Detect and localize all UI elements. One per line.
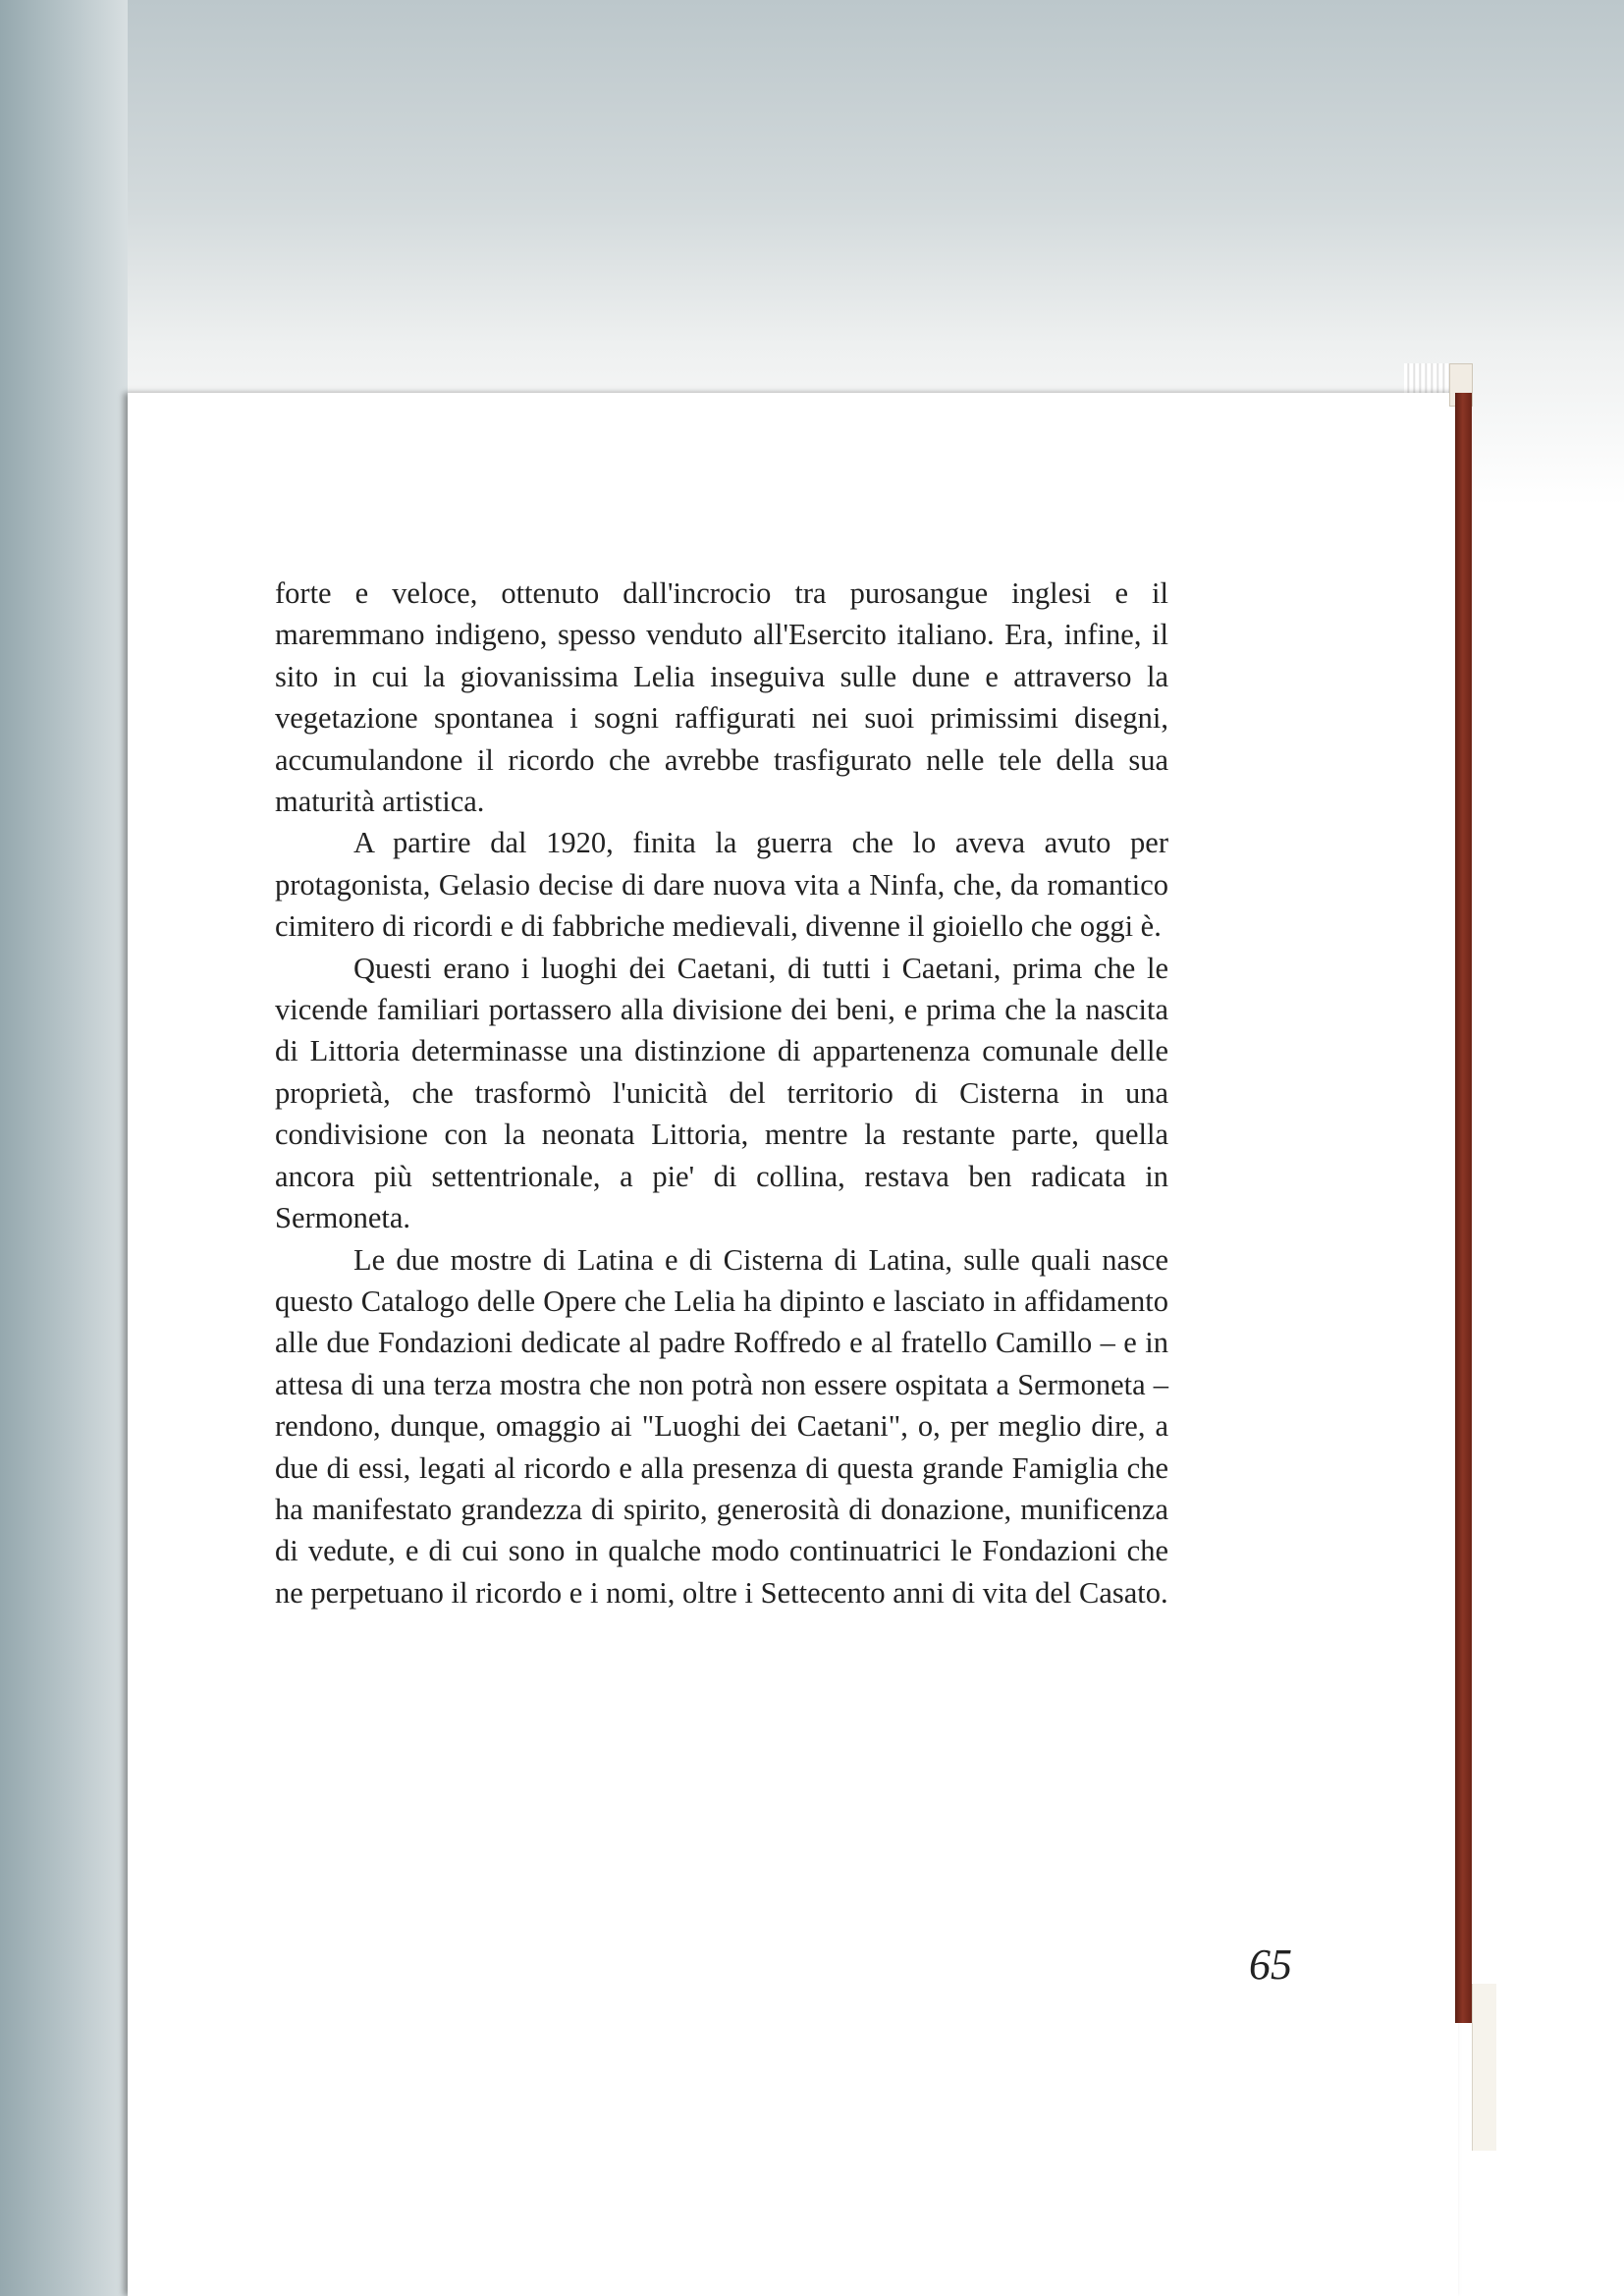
book-spine-left (0, 0, 128, 2296)
ribbon-tip-bottom (1472, 1984, 1496, 2151)
body-text (275, 573, 1168, 1613)
paragraph-3: Questi erano i luoghi dei Caetani, di tutti i Caetani, prima che le vicende familiari portassero alla divisione dei beni, e prima che la nascita di Littoria determinasse una distinzione di appartenenza comunale delle proprietà, che trasformò l'unicità del territorio di Cisterna in una condivisione con la neonata Littoria, mentre la restante parte, quella ancora più settentrionale, a pie' di collina, restava ben radicata in Sermoneta. (275, 951, 1168, 1235)
page-number: 65 (1249, 1941, 1292, 1989)
paragraph-4: Le due mostre di Latina e di Cisterna di Latina, sulle quali nasce questo Catalogo delle Opere che Lelia ha dipinto e lasciato in affidamento alle due Fondazioni dedicate al padre Roffredo e al fratello Camillo – e in attesa di una terza mostra che non potrà non essere ospitata a Sermoneta – rendono, dunque, omaggio ai "Luoghi dei Caetani", o, per meglio dire, a due di essi, legati al ricordo e alla presenza di questa grande Famiglia che ha manifestato grandezza di spirito, generosità di donazione, munificenza di vedute, e di cui sono in qualche modo continuatrici le Fondazioni che ne perpetuano il ricordo e i nomi, oltre i Settecento anni di vita del Casato. (275, 1242, 1168, 1610)
paragraph-2: A partire dal 1920, finita la guerra che lo aveva avuto per protagonista, Gelasio decise di dare nuova vita a Ninfa, che, da romantico cimitero di ricordi e di fabbriche medievali, divenne il gioiello che oggi è. (275, 826, 1168, 944)
paragraph-1: forte e veloce, ottenuto dall'incrocio tra purosangue inglesi e il maremmano indigeno, spesso venduto all'Esercito italiano. Era, infine, il sito in cui la giovanissima Lelia inseguiva sulle dune e attraverso la vegetazione spontanea i sogni raffigurati nei suoi primissimi disegni, accumulandone il ricordo che avrebbe trasfigurato nelle tele della sua maturità artistica. (275, 576, 1168, 819)
bookmark-ribbon (1455, 393, 1472, 2023)
